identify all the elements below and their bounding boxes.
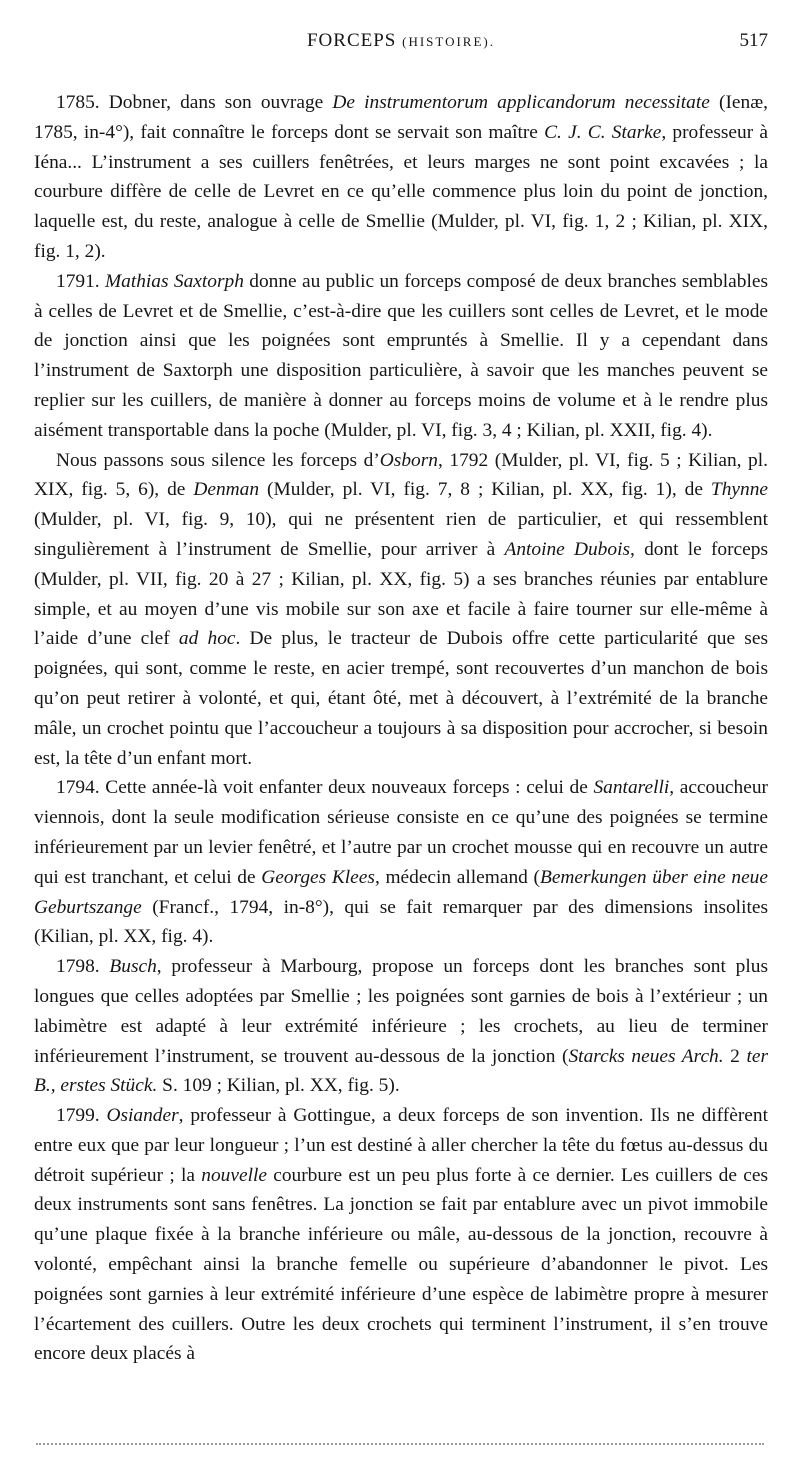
text-run: (Ienæ, 1785, in-4°), fait connaître le forceps dont se servait son maître <box>34 92 768 143</box>
page-header <box>34 24 768 60</box>
text-run: , professeur à Gottingue, a deux forceps de son invention. Ils ne diffèrent entre eux que par leur longueur ; l’un est destiné à aller chercher la tête du fœtus au-dessus du détroit supérieur ; la <box>34 1105 769 1186</box>
paragraph-1785 <box>34 88 768 267</box>
text-run: 1794. Cette année-là voit enfanter deux nouveaux forceps : celui de <box>56 777 594 799</box>
text-run: , dont le forceps (Mulder, pl. VII, fig. 20 à 27 ; Kilian, pl. XX, fig. 5) a ses branches réunies par entablure simple, et au moyen d’une vis mobile sur son axe et facile à faire tourner sur elle-même à l’aide d’une clef <box>34 538 769 650</box>
person-name: Georges Klees <box>261 866 375 888</box>
text-run: . De plus, le tracteur de Dubois offre cette particularité que ses poignées, qui sont, comme le reste, en acier trempé, sont recouvertes d’un manchon de bois qu’on peut retirer à volonté, et qui, étant ôté, met à découvert, à l’extrémité de la branche mâle, un crochet pointu que l’accoucheur a toujours à sa disposition pour accrocher, si besoin est, la tête d’un enfant mort. <box>34 628 768 769</box>
text-run: 1798. <box>56 956 110 978</box>
emphasis: nouvelle <box>201 1164 267 1186</box>
book-title: De instrumentorum applicandorum necessitate <box>332 92 710 113</box>
text-run: 1785. Dobner, dans son ouvrage <box>56 92 333 113</box>
person-name: Thynne <box>710 479 768 501</box>
text-run: 1799. <box>56 1105 107 1127</box>
text-run: 1791. <box>56 270 105 292</box>
page-number: 517 <box>739 30 768 51</box>
paragraph-1794 <box>34 773 768 952</box>
person-name: Osborn <box>379 449 438 471</box>
bottom-rule <box>36 1443 764 1445</box>
text-run: , médecin allemand ( <box>374 866 540 888</box>
person-name: Santarelli <box>593 777 670 799</box>
text-run: , 1792 (Mulder, pl. VI, fig. 5 ; Kilian, pl. XIX, fig. 5, 6), de <box>34 449 768 501</box>
paragraph-1791 <box>34 267 768 446</box>
journal-title: Starcks neues Arch. <box>568 1045 724 1067</box>
text-run: (Mulder, pl. VI, fig. 9, 10), qui ne présentent rien de particulier, et qui ressemblent singulièrement à l’instrument de Smellie, pour arriver à <box>34 509 768 560</box>
person-name: Osiander <box>106 1105 179 1127</box>
paragraph-osborn-dubois <box>34 446 768 774</box>
latin-term: ad hoc <box>178 628 236 650</box>
person-name: Busch <box>109 956 157 978</box>
running-title-subtitle: (HISTOIRE). <box>402 34 495 49</box>
paragraph-1798 <box>34 952 768 1101</box>
running-title <box>34 26 768 57</box>
person-name: Antoine Dubois <box>504 538 631 560</box>
text-run: (Francf., 1794, in-8°), qui se fait remarquer par des dimensions insolites (Kilian, pl. XX, fig. 4). <box>34 896 768 948</box>
person-name: Mathias Saxtorph <box>104 270 244 292</box>
text-run: 2 <box>723 1045 747 1067</box>
person-name: C. J. C. Starke <box>544 121 662 143</box>
text-run: (Mulder, pl. VI, fig. 7, 8 ; Kilian, pl. XX, fig. 1), de <box>259 479 711 501</box>
paragraph-1799 <box>34 1101 768 1369</box>
text-run: courbure est un peu plus forte à ce dernier. Les cuillers de ces deux instruments sont sans fenêtres. La jonction se fait par entablure avec un pivot immobile qu’une plaque fixée à la branche inférieure ou mâle, au-dessous de la jonction, recouvre à volonté, empêchant ainsi la branche femelle ou supérieure d’abandonner le pivot. Les poignées sont garnies à leur extrémité inférieure d’une espèce de labimètre propre à mesurer l’écartement des cuillers. Outre les deux crochets qui terminent l’instrument, il s’en trouve encore deux placés à <box>34 1164 768 1365</box>
book-title: Bemerkungen über eine neue Geburtszange <box>34 866 768 918</box>
person-name: Denman <box>193 479 260 501</box>
running-title-main: FORCEPS <box>306 30 397 51</box>
text-run: , professeur à Marbourg, propose un forceps dont les branches sont plus longues que celles adoptées par Smellie ; les poignées sont garnies de bois à l’extérieur ; un labimètre est adapté à leur extrémité inférieure ; les crochets, au lieu de terminer inférieurement l’instrument, se trouvent au-dessous de la jonction ( <box>34 956 768 1067</box>
text-run: , accoucheur viennois, dont la seule modification sérieuse consiste en ce qu’une des poignées se termine inférieurement par un levier fenêtré, et l’autre par un crochet mousse qui en recouvre un autre qui est tranchant, et celui de <box>34 777 768 888</box>
document-page <box>34 0 768 1369</box>
text-run: S. 109 ; Kilian, pl. XX, fig. 5). <box>157 1075 400 1097</box>
journal-title: ter B., erstes Stück. <box>34 1045 768 1097</box>
text-run: Nous passons sous silence les forceps d’ <box>56 449 380 471</box>
text-run: , professeur à Iéna... L’instrument a ses cuillers fenêtrées, et leurs marges ne sont point excavées ; la courbure diffère de celle de Levret en ce qu’elle commence plus loin du point de jonction, laquelle est, du reste, analogue à celle de Smellie (Mulder, pl. VI, fig. 1, 2 ; Kilian, pl. XIX, fig. 1, 2). <box>34 121 768 262</box>
text-run: donne au public un forceps composé de deux branches semblables à celles de Levret et de Smellie, c’est-à-dire que les cuillers sont celles de Levret, et le mode de jonction ainsi que les poignées sont empruntés à Smellie. Il y a cependant dans l’instrument de Saxtorph une disposition particulière, à savoir que les manches peuvent se replier sur les cuillers, de manière à donner au forceps moins de volume et à le rendre plus aisément transportable dans la poche (Mulder, pl. VI, fig. 3, 4 ; Kilian, pl. XXII, fig. 4). <box>34 270 768 441</box>
